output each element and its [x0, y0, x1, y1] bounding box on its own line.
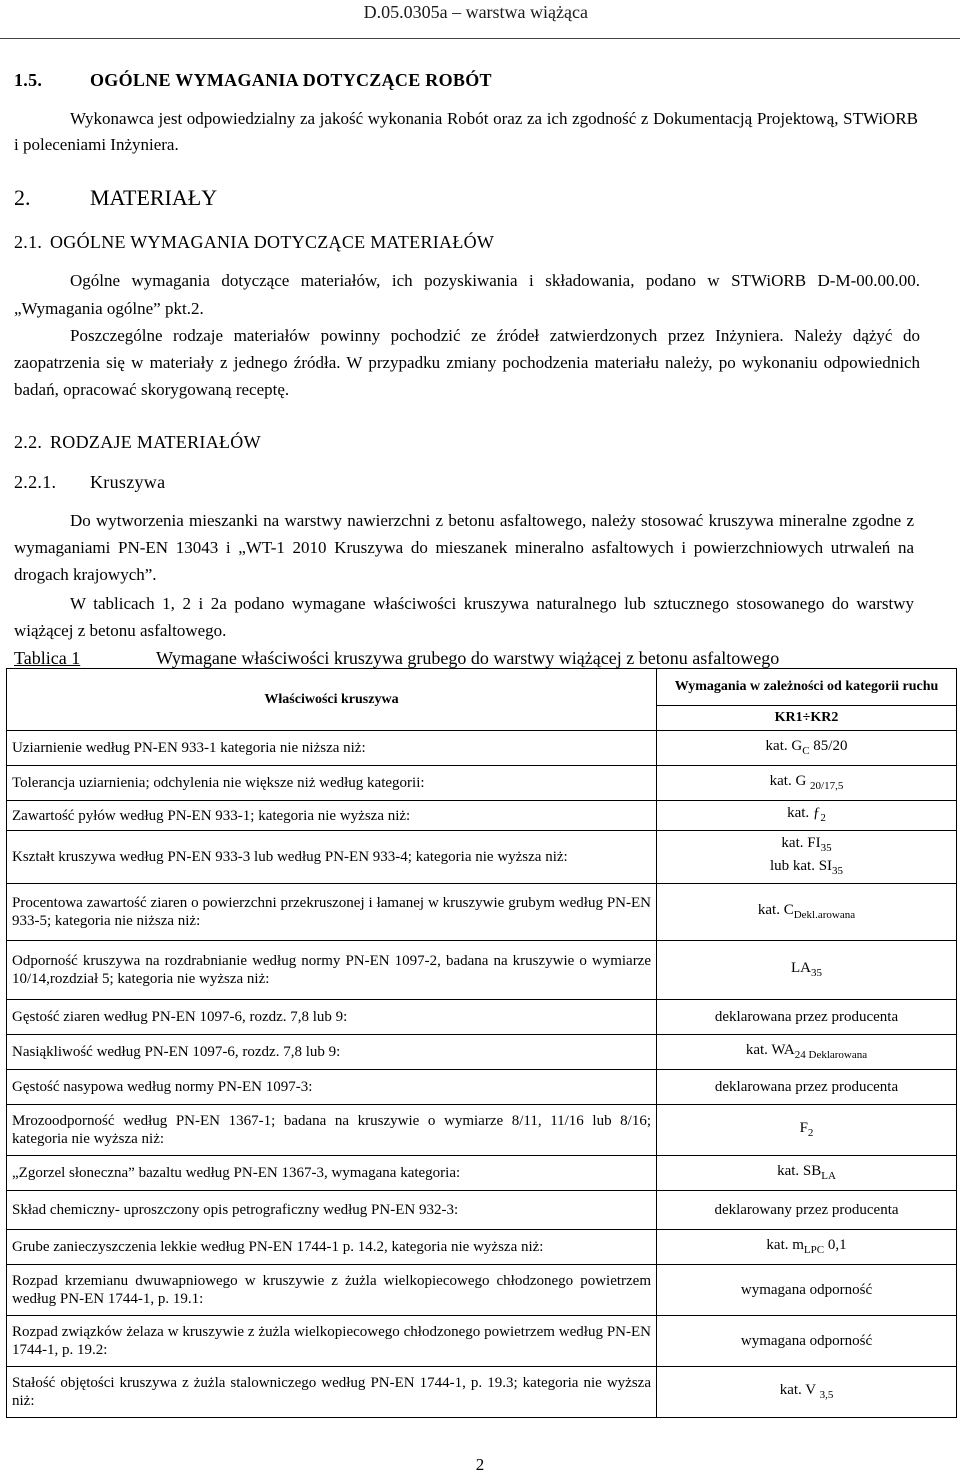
- requirement-subscript: Dekl.arowana: [793, 908, 856, 921]
- property-cell: Uziarnienie według PN-EN 933-1 kategoria nie niższa niż:: [7, 731, 657, 766]
- requirement-alt-subscript: 35: [832, 865, 844, 877]
- header-category: KR1÷KR2: [657, 706, 957, 731]
- requirement-cell: [657, 1156, 957, 1191]
- table-row: [7, 1105, 957, 1156]
- property-cell: Tolerancja uziarnienia; odchylenia nie większe niż według kategorii:: [7, 766, 657, 801]
- requirement-text: wymagana odporność: [740, 1282, 873, 1298]
- property-cell: Nasiąkliwość według PN-EN 1097-6, rozdz. 7,8 lub 9:: [7, 1035, 657, 1070]
- property-cell: Grube zanieczyszczenia lekkie według PN-EN 1744-1 p. 14.2, kategoria nie wyższa niż:: [7, 1230, 657, 1265]
- requirement-text: deklarowany przez producenta: [714, 1202, 899, 1218]
- property-cell: „Zgorzel słoneczna” bazaltu według PN-EN 1367-3, wymagana kategoria:: [7, 1156, 657, 1191]
- properties-table: [6, 668, 957, 1418]
- requirement-text: F: [799, 1119, 808, 1136]
- requirement-text: wymagana odporność: [740, 1333, 873, 1349]
- requirement-cell: [657, 1191, 957, 1230]
- heading-2-1-title: OGÓLNE WYMAGANIA DOTYCZĄCE MATERIAŁÓW: [50, 232, 495, 252]
- heading-2-2-1-title: Kruszywa: [90, 472, 166, 492]
- requirement-subscript: 2: [807, 1126, 814, 1139]
- table-row: [7, 1265, 957, 1316]
- header-divider: [0, 38, 960, 39]
- heading-2-title: MATERIAŁY: [90, 185, 218, 210]
- requirement-subscript: LPC: [803, 1243, 825, 1256]
- requirement-suffix: 85/20: [809, 737, 848, 754]
- heading-2-1-number: 2.1.: [14, 232, 43, 252]
- requirement-text: kat. V: [779, 1381, 820, 1398]
- requirement-cell: [657, 831, 957, 884]
- table-header-row: [7, 669, 957, 706]
- requirement-subscript: C: [802, 744, 810, 757]
- table-row: [7, 801, 957, 831]
- table-row: [7, 1230, 957, 1265]
- table-row: [7, 1367, 957, 1418]
- requirement-cell: [657, 1035, 957, 1070]
- requirement-subscript: 2: [820, 812, 826, 824]
- table-row: [7, 831, 957, 884]
- property-cell: Stałość objętości kruszywa z żużla stalowniczego według PN-EN 1744-1, p. 19.3; kategoria nie wyższa niż:: [7, 1367, 657, 1418]
- requirement-text: kat. C: [757, 901, 794, 918]
- header-property: Właściwości kruszywa: [7, 669, 657, 731]
- table-row: [7, 1035, 957, 1070]
- heading-2-2-number: 2.2.: [14, 432, 43, 452]
- table-row: [7, 1191, 957, 1230]
- requirement-subscript: 3,5: [819, 1388, 834, 1401]
- properties-table-body: [7, 669, 957, 1418]
- requirement-subscript: 24 Deklarowana: [794, 1048, 868, 1061]
- requirement-subscript: 35: [811, 966, 822, 979]
- requirement-cell: [657, 884, 957, 941]
- paragraph-2-2-1-a: Do wytworzenia mieszanki na warstwy nawierzchni z betonu asfaltowego, należy stosować kruszywa mineralne zgodne z wymaganiami PN-EN 13043 i „WT-1 2010 Kruszywa do mieszanek mineralno asfaltowych i powierzchniowych utrwaleń na drogach krajowych”.: [14, 511, 914, 584]
- page-number: 2: [475, 1455, 485, 1474]
- table-row: [7, 766, 957, 801]
- requirement-text: kat. G: [769, 772, 811, 789]
- table-row: [7, 1070, 957, 1105]
- requirement-subscript: 20/17,5: [810, 779, 844, 792]
- requirement-cell: [657, 766, 957, 801]
- table-row: [7, 884, 957, 941]
- heading-2-2-title: RODZAJE MATERIAŁÓW: [50, 432, 261, 452]
- paragraph-2-2-1-b: W tablicach 1, 2 i 2a podano wymagane właściwości kruszywa naturalnego lub sztucznego stosowanego do warstwy wiążącej z betonu asfaltowego.: [14, 594, 914, 640]
- heading-1-5-number: 1.5.: [14, 70, 43, 90]
- table-row: [7, 941, 957, 1000]
- requirement-text: deklarowana przez producenta: [714, 1079, 899, 1095]
- property-cell: Rozpad krzemianu dwuwapniowego w kruszywie z żużla wielkopiecowego chłodzonego powietrzem według PN-EN 1744-1, p. 19.1:: [7, 1265, 657, 1316]
- requirement-text: kat. ƒ: [787, 805, 821, 821]
- header-requirement: Wymagania w zależności od kategorii ruchu: [657, 669, 957, 706]
- requirement-cell: [657, 1105, 957, 1156]
- requirement-cell: [657, 731, 957, 766]
- requirement-cell: [657, 1070, 957, 1105]
- heading-2-number: 2.: [14, 185, 31, 210]
- property-cell: Mrozoodporność według PN-EN 1367-1; badana na kruszywie o wymiarze 8/11, 11/16 lub 8/16; kategoria nie wyższa niż:: [7, 1105, 657, 1156]
- property-cell: Gęstość nasypowa według normy PN-EN 1097-3:: [7, 1070, 657, 1105]
- requirement-cell: [657, 941, 957, 1000]
- requirement-cell: [657, 1230, 957, 1265]
- requirement-cell: [657, 801, 957, 831]
- property-cell: Procentowa zawartość ziaren o powierzchni przekruszonej i łamanej w kruszywie grubym według PN-EN 933-5; kategoria nie niższa niż:: [7, 884, 657, 941]
- requirement-cell: [657, 1265, 957, 1316]
- requirement-text: kat. m: [766, 1236, 804, 1253]
- table-row: [7, 731, 957, 766]
- requirement-cell: [657, 1000, 957, 1035]
- property-cell: Zawartość pyłów według PN-EN 933-1; kategoria nie wyższa niż:: [7, 801, 657, 831]
- requirement-subscript: 35: [820, 842, 832, 854]
- table-row: [7, 1000, 957, 1035]
- requirement-cell: [657, 1316, 957, 1367]
- table-label: Tablica 1: [14, 648, 81, 668]
- requirement-cell: [657, 1367, 957, 1418]
- requirement-text: kat. G: [765, 737, 803, 754]
- property-cell: Rozpad związków żelaza w kruszywie z żużla wielkopiecowego chłodzonego powietrzem według PN-EN 1744-1, p. 19.2:: [7, 1316, 657, 1367]
- paragraph-1-5: Wykonawca jest odpowiedzialny za jakość wykonania Robót oraz za ich zgodność z Dokumentacją Projektową, STWiORB i poleceniami Inżyniera.: [14, 109, 918, 154]
- requirement-text: deklarowana przez producenta: [714, 1009, 899, 1025]
- table-row: [7, 1316, 957, 1367]
- property-cell: Gęstość ziaren według PN-EN 1097-6, rozdz. 7,8 lub 9:: [7, 1000, 657, 1035]
- table-row: [7, 1156, 957, 1191]
- heading-1-5-title: OGÓLNE WYMAGANIA DOTYCZĄCE ROBÓT: [90, 70, 492, 90]
- paragraph-2-1-b: Poszczególne rodzaje materiałów powinny pochodzić ze źródeł zatwierdzonych przez Inżyniera. Należy dążyć do zaopatrzenia się w materiały z jednego źródła. W przypadku zmiany pochodzenia materiału należy, po wykonaniu odpowiednich badań, opracować skorygowaną receptę.: [14, 326, 920, 399]
- requirement-text: kat. WA: [745, 1041, 795, 1058]
- heading-2-2-1-number: 2.2.1.: [14, 472, 57, 492]
- requirement-text: kat. SB: [777, 1162, 822, 1179]
- requirement-suffix: 0,1: [824, 1236, 847, 1253]
- running-header: D.05.0305a – warstwa wiążąca: [363, 2, 588, 22]
- property-cell: Kształt kruszywa według PN-EN 933-3 lub według PN-EN 933-4; kategoria nie wyższa niż:: [7, 831, 657, 884]
- property-cell: Skład chemiczny- uproszczony opis petrograficzny według PN-EN 932-3:: [7, 1191, 657, 1230]
- requirement-subscript: LA: [821, 1169, 836, 1182]
- paragraph-2-1-a: Ogólne wymagania dotyczące materiałów, ich pozyskiwania i składowania, podano w STWiORB D-M-00.00.00. „Wymagania ogólne” pkt.2.: [14, 271, 920, 318]
- table-caption: Wymagane właściwości kruszywa grubego do warstwy wiążącej z betonu asfaltowego: [156, 648, 780, 668]
- requirement-text: LA: [791, 959, 811, 976]
- requirement-text: kat. FI: [781, 835, 821, 851]
- property-cell: Odporność kruszywa na rozdrabnianie według normy PN-EN 1097-2, badana na kruszywie o wymiarze 10/14,rozdział 5; kategoria nie wyższa niż:: [7, 941, 657, 1000]
- requirement-alt-text: lub kat. SI: [769, 858, 833, 874]
